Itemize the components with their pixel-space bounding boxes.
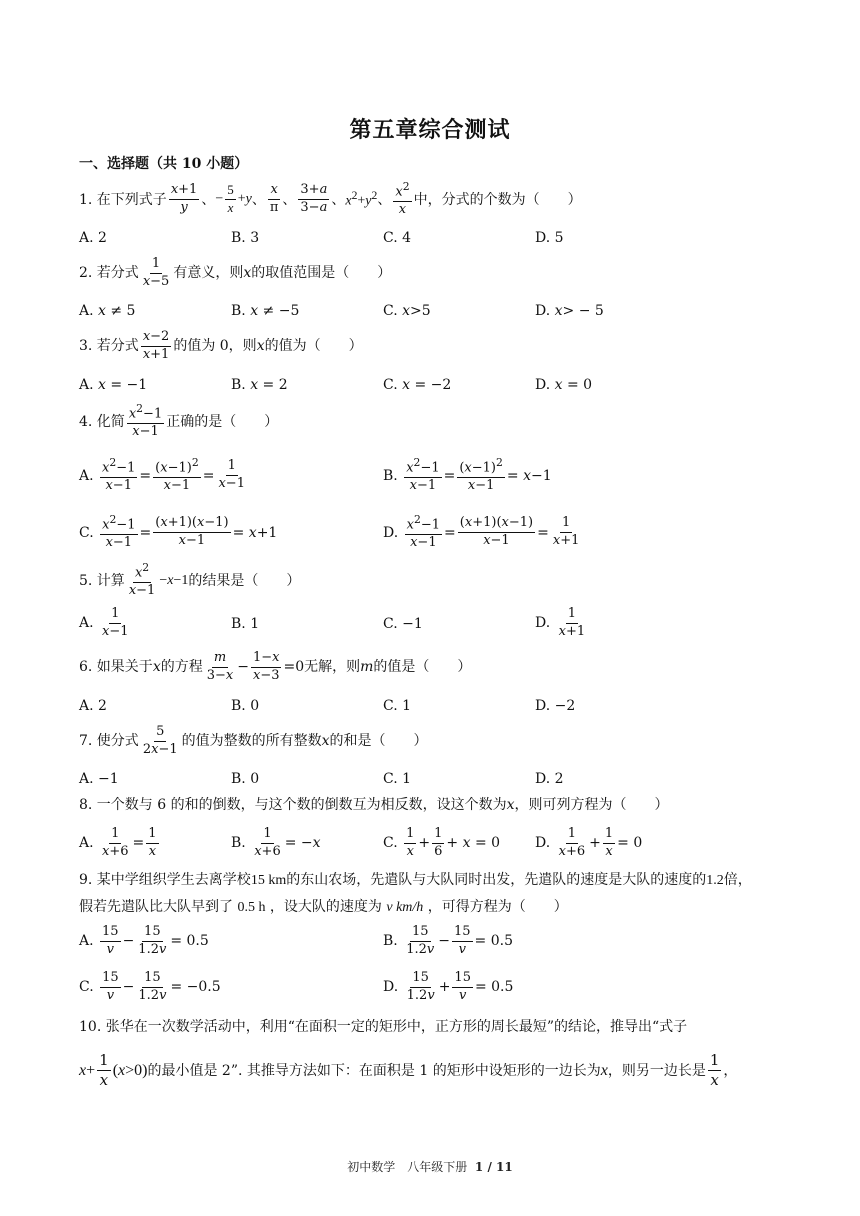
question-9-line-2: 假若先遣队比大队早到了 0.5 h ，设大队的速度为 v km/h ，可得方程为（ ） [79,899,568,915]
var-x: x [152,659,161,676]
var-x: x [243,265,252,282]
q6-option-d[interactable]: D. −2 [535,698,576,714]
q6-question: 的值是（ ） [373,659,472,676]
q3-option-b[interactable]: B. x = 2 [231,377,288,393]
q2-question: 的取值范围是（ ） [251,265,392,282]
var-x: x [256,338,265,355]
q8-option-b[interactable]: B. $\frac{1}{x+6}$ = − x [231,826,321,859]
question-2 [79,257,391,290]
q7-question: 的和是（ ） [329,733,428,750]
page-number: 1 / 11 [474,1160,513,1174]
question-5 [79,562,300,599]
question-9-line-1: 9. 某中学组织学生去离学校15 km的东山农场，先遣队与大队同时出发，先遣队的速度是大队的速度的1.2倍， [79,872,752,888]
q1-expr-1: $\frac{x+1}{y}$ [170,182,198,216]
section-heading: 一、选择题（共 10 小题） [79,156,249,172]
question-3 [79,330,363,363]
q4-question: 正确的是（ ） [166,413,279,430]
var-m: m [360,659,374,676]
question-1 [79,181,582,218]
q3-stem: 3. 若分式 [79,338,139,355]
q6-fraction-1: $\frac{m}{3-x}$ [206,650,234,683]
q1-expr-4: $\frac{3+a}{3-a}$ [300,182,328,216]
q6-mid: 的方程 [160,659,203,676]
q10-fraction: $\frac{1}{x}$ [99,1051,109,1090]
q3-option-c[interactable]: C. x = −2 [383,377,452,393]
q2-stem: 2. 若分式 [79,265,139,282]
separator: 、 [251,191,266,208]
q1-option-d[interactable]: D. 5 [535,230,564,246]
page-footer [0,1158,860,1175]
q1-option-a[interactable]: A. 2 [79,230,107,246]
q4-option-c[interactable]: C. $\frac{x^2-1}{x-1}$ = $\frac{(x+1)(x-1)}{x-1}$ = x +1 [79,513,278,551]
q4-fraction: $\frac{x^2-1}{x-1}$ [128,402,163,440]
q7-option-d[interactable]: D. 2 [535,771,564,787]
q8-option-c[interactable]: C. $\frac{1}{x}$ + $\frac{1}{6}$ + x = 0 [383,826,501,859]
q5-option-a[interactable]: A. $\frac{1}{x-1}$ [79,606,129,639]
q2-fraction: $\frac{1}{x-5}$ [142,256,170,289]
q7-option-b[interactable]: B. 0 [231,771,260,787]
q1-option-b[interactable]: B. 3 [231,230,260,246]
q6-option-a[interactable]: A. 2 [79,698,107,714]
q5-option-b[interactable]: B. 1 [231,616,260,632]
separator: 、 [331,191,346,208]
q5-question: 的结果是（ ） [188,572,301,589]
q6-option-b[interactable]: B. 0 [231,698,260,714]
question-6: 6. 如果关于 x 的方程 $\frac{m}{3-x}$ − $\frac{1-x}{x-3}$ =0 无解，则 m 的值是（ ） [79,650,472,683]
q8-question: ，则可列方程为（ ） [514,797,669,813]
page-title: 第五章综合测试 [349,117,511,143]
q4-stem: 4. 化简 [79,413,125,430]
q5-stem: 5. 计算 [79,572,125,589]
q6-stem: 6. 如果关于 [79,659,153,676]
q5-option-d[interactable]: D. $\frac{1}{x+1}$ [535,606,586,639]
q2-option-a[interactable]: A. x ≠ 5 [79,303,136,319]
q3-option-a[interactable]: A. x = −1 [79,377,148,393]
q1-expr-3: $\frac{x}{\pi}$ [269,182,279,216]
q2-option-b[interactable]: B. x ≠ −5 [231,303,300,319]
q7-stem: 7. 使分式 [79,733,139,750]
q2-option-c[interactable]: C. x >5 [383,303,431,319]
q4-option-b[interactable]: B. $\frac{x^2-1}{x-1}$ = $\frac{(x-1)^2}{x-1}$ = x −1 [383,456,552,494]
q1-expr-2: − $\frac{5}{x}$ +y [215,182,252,216]
q1-expr-5: $x^2+y^2$ [345,189,378,209]
q9-option-b[interactable]: B. $\frac{15}{1.2v}$ − $\frac{15}{v}$ = 0.5 [383,924,513,957]
question-10-line-2: x+ $\frac{1}{x}$ (x>0) 的最小值是 2”. 其推导方法如下：在面积是 1 的矩形中设矩形的一边长为 x ，则另一边长是 $\frac{1}{x}$ ， [79,1051,738,1090]
q6-mid2: 无解，则 [304,659,361,676]
q7-mid: 的值为整数的所有整数 [181,733,322,750]
q6-fraction-2: $\frac{1-x}{x-3}$ [252,650,280,683]
q7-fraction: $\frac{5}{2x-1}$ [142,724,178,757]
question-4 [79,403,278,440]
q4-option-a[interactable]: A. $\frac{x^2-1}{x-1}$ = $\frac{(x-1)^2}{x-1}$ = $\frac{1}{x-1}$ [79,456,245,494]
q2-option-d[interactable]: D. x > − 5 [535,303,604,319]
q3-mid: 的值为 0，则 [173,338,257,355]
q8-option-d[interactable]: D. $\frac{1}{x+6}$ + $\frac{1}{x}$ = 0 [535,826,643,859]
q1-question: 中，分式的个数为（ ） [413,191,582,208]
question-7 [79,725,428,758]
q7-option-a[interactable]: A. −1 [79,771,119,787]
q9-option-a[interactable]: A. $\frac{15}{v}$ − $\frac{15}{1.2v}$ = 0.5 [79,924,209,957]
q5-expr: −x−1 [159,572,189,588]
q1-option-c[interactable]: C. 4 [383,230,412,246]
footer-book: 初中数学 八年级下册 [347,1160,468,1174]
q2-mid: 有意义，则 [173,265,244,282]
q9-option-d[interactable]: D. $\frac{15}{1.2v}$ + $\frac{15}{v}$ = 0.5 [383,970,514,1003]
q7-option-c[interactable]: C. 1 [383,771,412,787]
q3-option-d[interactable]: D. x = 0 [535,377,593,393]
q3-question: 的值为（ ） [264,338,363,355]
q8-stem: 8. 一个数与 6 的和的倒数，与这个数的倒数互为相反数，设这个数为 [79,797,507,813]
var-x: x [506,797,515,813]
q1-stem: 1. 在下列式子 [79,191,167,208]
separator: 、 [201,191,216,208]
question-10-line-1: 10. 张华在一次数学活动中，利用“在面积一定的矩形中，正方形的周长最短”的结论，推导出“式子 [79,1019,688,1035]
question-8 [79,798,669,812]
q4-option-d[interactable]: D. $\frac{x^2-1}{x-1}$ = $\frac{(x+1)(x-1)}{x-1}$ = $\frac{1}{x+1}$ [383,513,580,551]
q5-fraction: $\frac{x^2}{x-1}$ [128,561,156,599]
q8-option-a[interactable]: A. $\frac{1}{x+6}$ = $\frac{1}{x}$ [79,826,157,859]
q1-expr-6: $\frac{x^2}{x}$ [395,180,410,218]
q3-fraction: $\frac{x-2}{x+1}$ [142,329,170,362]
q6-option-c[interactable]: C. 1 [383,698,412,714]
q5-option-c[interactable]: C. −1 [383,616,423,632]
separator: 、 [282,191,297,208]
q9-option-c[interactable]: C. $\frac{15}{v}$ − $\frac{15}{1.2v}$ = −0.5 [79,970,221,1003]
var-x: x [321,733,330,750]
separator: 、 [377,191,392,208]
